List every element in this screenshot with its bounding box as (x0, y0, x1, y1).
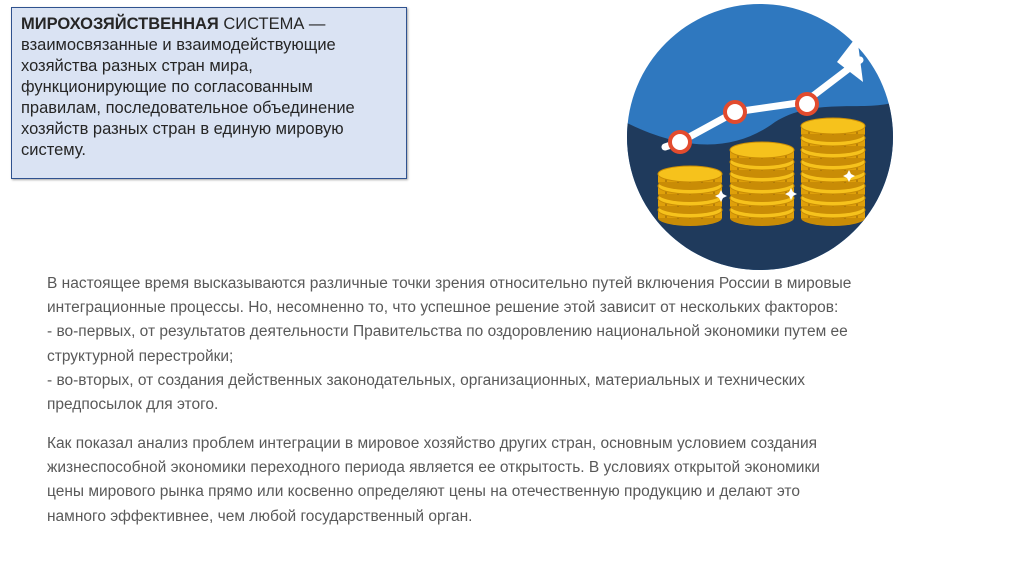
definition-line: правилам, последовательное объединение (21, 99, 355, 117)
paragraph-line: намного эффективнее, чем любой государственный орган. (47, 507, 473, 525)
coin-stack-medium (730, 142, 794, 226)
definition-first-line-rest: СИСТЕМА — (218, 15, 326, 33)
definition-first-line (21, 14, 398, 35)
definition-line: систему. (21, 141, 86, 159)
definition-term: МИРОХОЗЯЙСТВЕННАЯ (21, 15, 219, 33)
body-paragraph-2 (47, 432, 987, 529)
definition-line: функционирующие по согласованным (21, 78, 313, 96)
coin-stack-large (801, 118, 865, 226)
paragraph-line: жизнеспособной экономики переходного периода является ее открытость. В условиях открытой экономики (47, 459, 820, 477)
paragraph-line: - во-первых, от результатов деятельности Правительства по оздоровлению национальной экономики путем ее (47, 323, 848, 341)
definition-box (11, 7, 407, 179)
paragraph-line: В настоящее время высказываются различные точки зрения относительно путей включения России в мировые (47, 275, 852, 292)
definition-line: хозяйства разных стран мира, (21, 57, 253, 75)
paragraph-line: интеграционные процессы. Но, несомненно то, что успешное решение этой зависит от нескольких факторов: (47, 299, 839, 317)
paragraph-line: - во-вторых, от создания действенных законодательных, организационных, материальных и технических (47, 371, 806, 389)
body-paragraph-1 (47, 272, 987, 417)
paragraph-line: предпосылок для этого. (47, 396, 219, 414)
definition-line: взаимосвязанные и взаимодействующие (21, 36, 336, 54)
growth-coins-illustration (625, 2, 895, 272)
coin-stack-small (658, 166, 722, 226)
definition-line: хозяйств разных стран в единую мировую (21, 120, 344, 138)
paragraph-line: Как показал анализ проблем интеграции в мировое хозяйство других стран, основным условием создания (47, 435, 818, 452)
paragraph-line: цены мирового рынка прямо или косвенно определяют цены на отечественную продукцию и делают это (47, 483, 800, 501)
paragraph-line: структурной перестройки; (47, 347, 234, 365)
